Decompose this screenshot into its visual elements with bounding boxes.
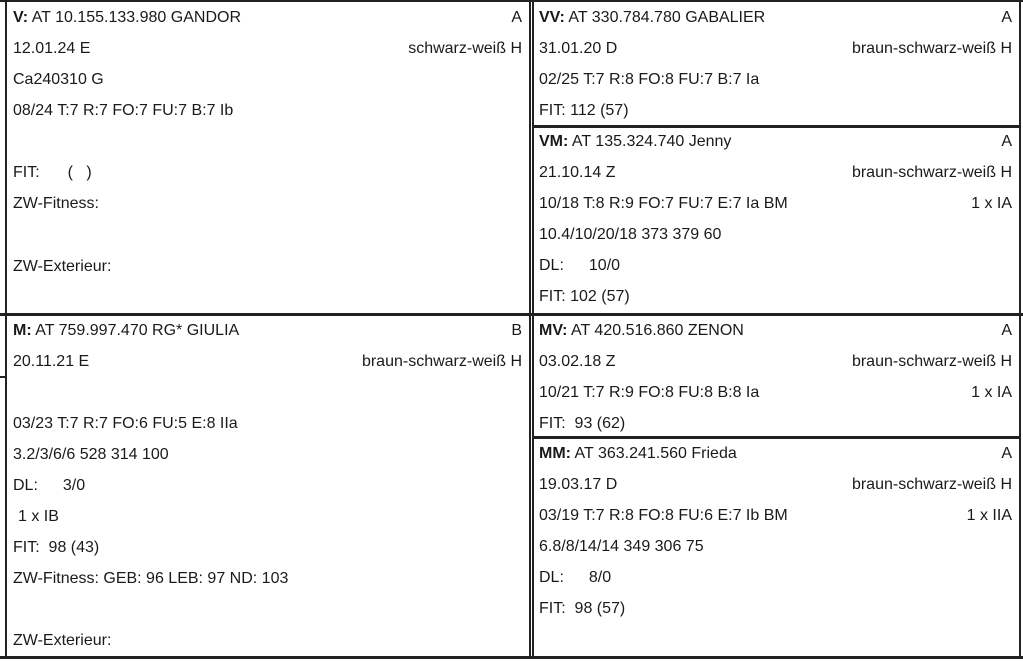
dam-scores-row — [13, 408, 522, 439]
mv-label: MV: — [539, 322, 568, 339]
mv-scores-row — [539, 377, 1012, 408]
vm-award: 1 x IA — [971, 195, 1012, 212]
dam-scores: 03/23 T:7 R:7 FO:6 FU:5 E:8 IIa — [13, 415, 238, 432]
sire-fit-row — [13, 157, 522, 188]
sire-zw-fitness-row — [13, 188, 522, 219]
dam-award: 1 x IB — [18, 508, 59, 525]
sire-line3-row — [13, 64, 522, 95]
mv-birth: 03.02.18 Z — [539, 353, 616, 370]
vv-id-name: AT 330.784.780 GABALIER — [568, 9, 766, 26]
vm-id — [539, 126, 731, 157]
left-edge-stub — [0, 376, 6, 378]
sire-id-name: AT 10.155.133.980 GANDOR — [31, 9, 241, 26]
dam-label: M: — [13, 322, 32, 339]
dam-fit-row — [13, 532, 522, 563]
dam-header-row — [13, 315, 522, 346]
mm-fit-row — [539, 593, 1012, 624]
mm-birth: 19.03.17 D — [539, 476, 618, 493]
sire-fit-value: ( ) — [67, 164, 92, 181]
dam-fit: FIT: 98 (43) — [13, 539, 100, 556]
mv-id-name: AT 420.516.860 ZENON — [571, 322, 744, 339]
mm-fit: FIT: 98 (57) — [539, 600, 626, 617]
mv-award: 1 x IA — [971, 384, 1012, 401]
vv-grade: A — [1001, 9, 1012, 26]
mm-award: 1 x IIA — [966, 507, 1012, 524]
vm-dl-label: DL: — [539, 257, 564, 274]
vm-dl-value: 10/0 — [588, 257, 621, 274]
dam-birth-row — [13, 346, 522, 377]
vm-color: braun-schwarz-weiß H — [851, 164, 1012, 181]
sire-header-row — [13, 2, 522, 33]
mm-dl — [539, 562, 611, 593]
mv-grade: A — [1001, 322, 1012, 339]
dam-dl-row — [13, 470, 522, 501]
dam-dl-label: DL: — [13, 477, 38, 494]
sire-scores-row — [13, 95, 522, 126]
mm-milk-row — [539, 531, 1012, 562]
sire-fit — [13, 157, 92, 188]
vv-id — [539, 2, 765, 33]
sire-dam-panel — [539, 126, 1012, 312]
center-divider — [529, 0, 531, 657]
vm-scores: 10/18 T:8 R:9 FO:7 FU:7 E:7 Ia BM — [539, 195, 788, 212]
mm-milk: 6.8/8/14/14 349 306 75 — [539, 538, 704, 555]
vv-fit: FIT: 112 (57) — [539, 102, 629, 119]
sire-zw-exterieur: ZW-Exterieur: — [13, 258, 112, 275]
mm-label: MM: — [539, 445, 571, 462]
vm-dl-row — [539, 250, 1012, 281]
mm-id-name: AT 363.241.560 Frieda — [574, 445, 737, 462]
vm-fit-row — [539, 281, 1012, 312]
vv-birth: 31.01.20 D — [539, 40, 618, 57]
mm-scores-row — [539, 500, 1012, 531]
dam-zw-fitness: ZW-Fitness: GEB: 96 LEB: 97 ND: 103 — [13, 570, 289, 587]
dam-grade: B — [511, 322, 522, 339]
vm-dl — [539, 250, 620, 281]
vm-grade: A — [1001, 133, 1012, 150]
vv-fit-row — [539, 95, 1012, 126]
dam-dl — [13, 470, 85, 501]
dam-birth: 20.11.21 E — [13, 353, 90, 370]
mm-scores: 03/19 T:7 R:8 FO:8 FU:6 E:7 Ib BM — [539, 507, 788, 524]
dam-id-name: AT 759.997.470 RG* GIULIA — [35, 322, 240, 339]
sire-zw-exterieur-row — [13, 251, 522, 282]
sire-fit-label: FIT: — [13, 164, 40, 181]
sire-scores: 08/24 T:7 R:7 FO:7 FU:7 B:7 Ib — [13, 102, 234, 119]
dam-zw-exterieur-row — [13, 625, 522, 656]
dam-award-row — [13, 501, 522, 532]
dam-panel — [13, 315, 522, 655]
vv-scores: 02/25 T:7 R:8 FO:8 FU:7 B:7 Ia — [539, 71, 760, 88]
dam-id — [13, 315, 239, 346]
sire-birth-row — [13, 33, 522, 64]
mv-fit-row — [539, 408, 1012, 439]
sire-zw-fitness: ZW-Fitness: — [13, 195, 99, 212]
mm-dl-row — [539, 562, 1012, 593]
vv-header-row — [539, 2, 1012, 33]
frame-bottom-line — [0, 656, 1023, 659]
mm-birth-row — [539, 469, 1012, 500]
vm-birth: 21.10.14 Z — [539, 164, 616, 181]
sire-id — [13, 2, 241, 33]
sire-birth: 12.01.24 E — [13, 40, 91, 57]
vm-label: VM: — [539, 133, 569, 150]
center-divider-2 — [532, 0, 534, 657]
mv-birth-row — [539, 346, 1012, 377]
vv-color: braun-schwarz-weiß H — [851, 40, 1012, 57]
dam-milk: 3.2/3/6/6 528 314 100 — [13, 446, 169, 463]
vv-scores-row — [539, 64, 1012, 95]
left-border — [5, 0, 7, 657]
sire-color: schwarz-weiß H — [408, 40, 522, 57]
vm-id-name: AT 135.324.740 Jenny — [571, 133, 732, 150]
vm-milk: 10.4/10/20/18 373 379 60 — [539, 226, 722, 243]
dam-dl-value: 3/0 — [62, 477, 86, 494]
vm-birth-row — [539, 157, 1012, 188]
vm-scores-row — [539, 188, 1012, 219]
dam-color: braun-schwarz-weiß H — [361, 353, 522, 370]
sire-sire-panel — [539, 2, 1012, 124]
vv-label: VV: — [539, 9, 565, 26]
mv-color: braun-schwarz-weiß H — [851, 353, 1012, 370]
sire-grade: A — [511, 9, 522, 26]
sire-panel — [13, 2, 522, 312]
mv-scores: 10/21 T:7 R:9 FO:8 FU:8 B:8 Ia — [539, 384, 760, 401]
mm-dl-value: 8/0 — [588, 569, 612, 586]
mm-grade: A — [1001, 445, 1012, 462]
mv-id — [539, 315, 744, 346]
mm-id — [539, 438, 737, 469]
mm-color: braun-schwarz-weiß H — [851, 476, 1012, 493]
right-border — [1019, 0, 1021, 657]
vm-fit: FIT: 102 (57) — [539, 288, 630, 305]
sire-line3: Ca240310 G — [13, 71, 104, 88]
vv-birth-row — [539, 33, 1012, 64]
dam-milk-row — [13, 439, 522, 470]
dam-zw-exterieur: ZW-Exterieur: — [13, 632, 112, 649]
dam-dam-panel — [539, 438, 1012, 655]
mm-dl-label: DL: — [539, 569, 564, 586]
mv-header-row — [539, 315, 1012, 346]
mv-fit: FIT: 93 (62) — [539, 415, 626, 432]
vm-milk-row — [539, 219, 1012, 250]
vm-header-row — [539, 126, 1012, 157]
mm-header-row — [539, 438, 1012, 469]
dam-sire-panel — [539, 315, 1012, 436]
dam-zw-fitness-row — [13, 563, 522, 594]
sire-label: V: — [13, 9, 29, 26]
